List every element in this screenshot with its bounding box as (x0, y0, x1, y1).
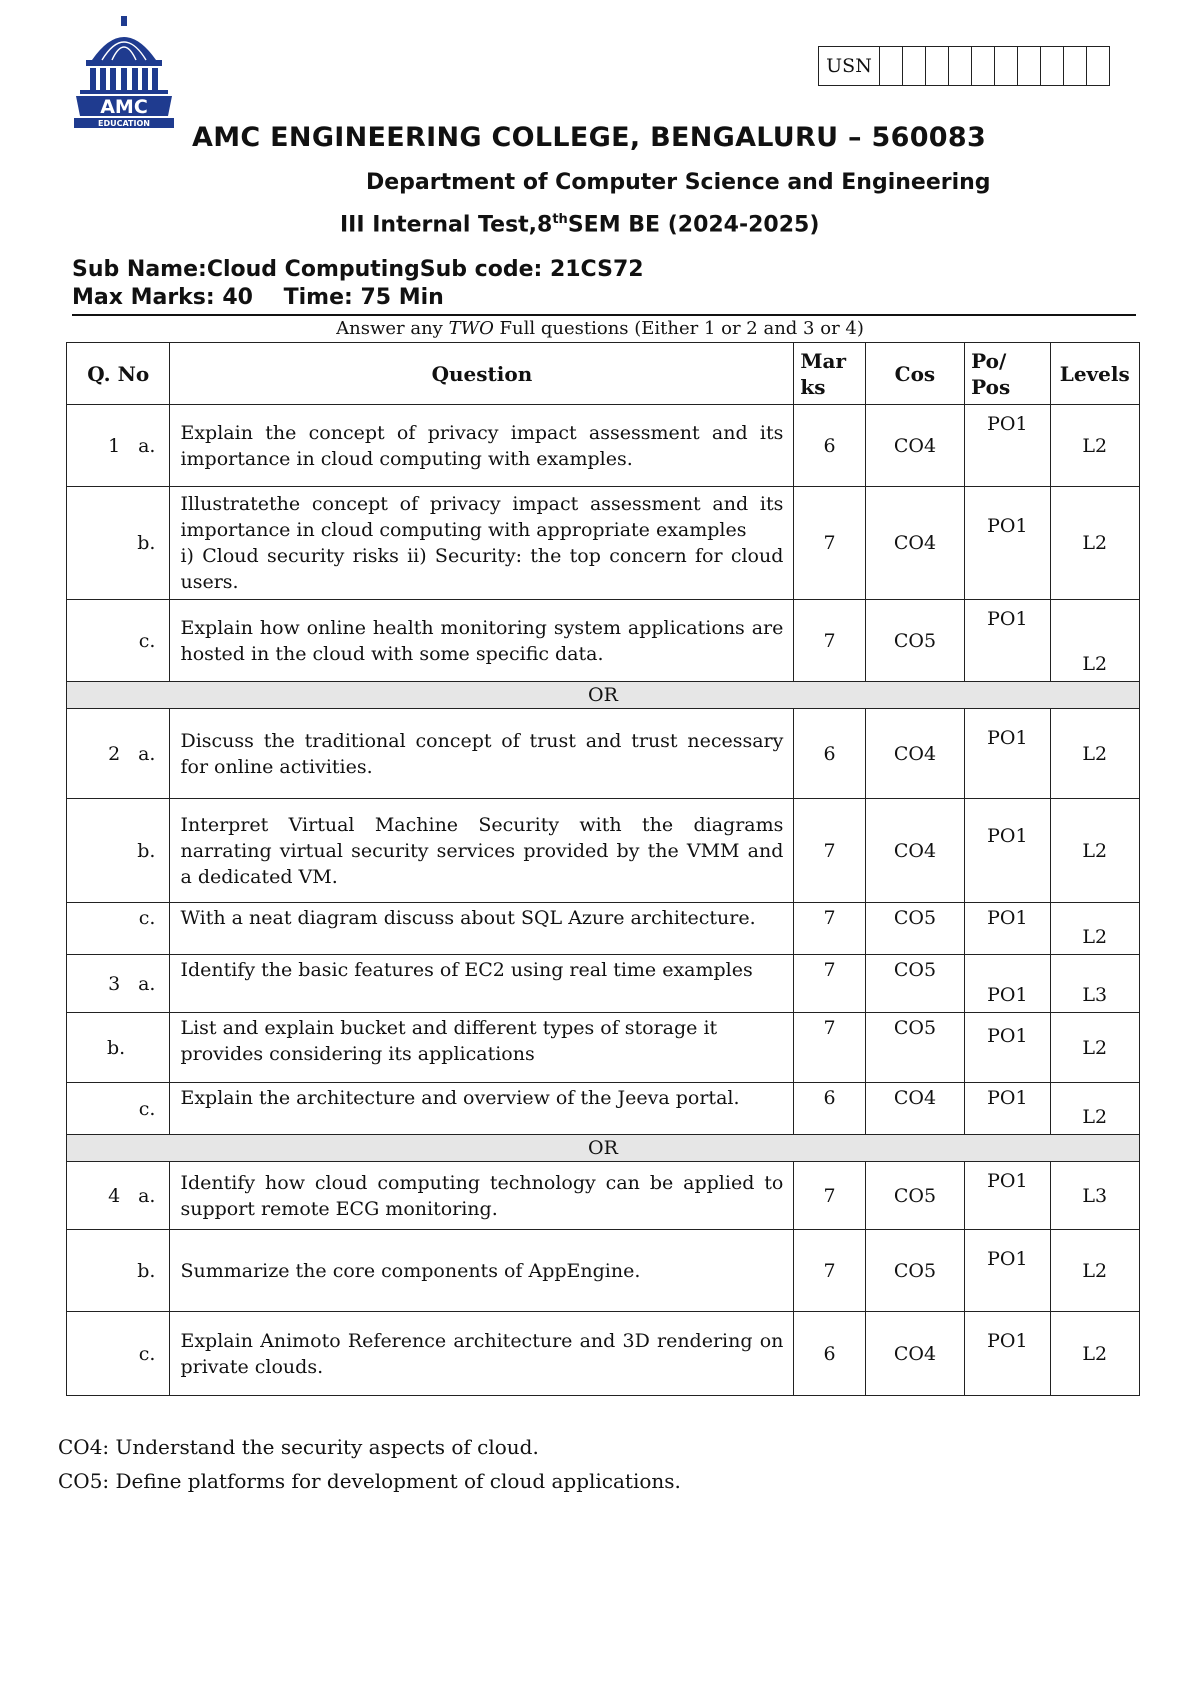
instruction-pre: Answer any (336, 318, 449, 339)
table-row (67, 487, 1140, 600)
question-text (170, 487, 794, 600)
marks-cell: 7 (794, 487, 865, 600)
test-sup: th (552, 212, 568, 227)
usn-box[interactable] (926, 47, 949, 86)
usn-box[interactable] (1087, 47, 1110, 86)
co-cell: CO4 (865, 1312, 964, 1396)
instruction-post: Full questions (Either 1 or 2 and 3 or 4) (493, 318, 864, 339)
table-row (67, 799, 1140, 903)
level-cell: L2 (1050, 903, 1139, 955)
question-number (67, 1083, 170, 1135)
po-cell: PO1 (965, 405, 1050, 487)
question-text: Discuss the traditional concept of trust and trust necessary for online activities. (170, 709, 794, 799)
usn-box[interactable] (903, 47, 926, 86)
co-cell: CO4 (865, 1083, 964, 1135)
header-marks (794, 343, 865, 405)
po-cell: PO1 (965, 799, 1050, 903)
q-part: a. (138, 434, 156, 457)
table-row (67, 955, 1140, 1013)
or-separator-row (67, 682, 1140, 709)
question-text-line: Illustratethe concept of privacy impact assessment and its importance in cloud computing with appropriate examples (180, 493, 784, 541)
q-part: a. (138, 972, 156, 995)
question-text: With a neat diagram discuss about SQL Azure architecture. (170, 903, 794, 955)
header-question: Question (170, 343, 794, 405)
po-cell: PO1 (965, 1312, 1050, 1396)
instructions (0, 318, 1200, 339)
logo-text: AMC (100, 96, 148, 118)
co-cell: CO4 (865, 405, 964, 487)
question-text: Explain Animoto Reference architecture and 3D rendering on private clouds. (170, 1312, 794, 1396)
q-num: 3 (108, 972, 121, 995)
po-cell: PO1 (965, 487, 1050, 600)
question-number (67, 600, 170, 682)
marks-time-line: Max Marks: 40 Time: 75 Min (72, 285, 444, 310)
marks-cell: 7 (794, 1013, 865, 1083)
usn-box[interactable] (880, 47, 903, 86)
question-number (67, 1312, 170, 1396)
po-cell: PO1 (965, 955, 1050, 1013)
usn-box[interactable] (972, 47, 995, 86)
test-suffix: SEM BE (2024-2025) (567, 212, 820, 238)
q-part: b. (137, 532, 156, 554)
level-cell: L2 (1050, 1083, 1139, 1135)
q-num: 1 (108, 434, 121, 457)
co-cell: CO4 (865, 487, 964, 600)
header-po (965, 343, 1050, 405)
table-row (67, 600, 1140, 682)
level-cell: L2 (1050, 487, 1139, 600)
usn-box[interactable] (1041, 47, 1064, 86)
marks-cell: 6 (794, 1312, 865, 1396)
header-divider (72, 314, 1136, 316)
co-cell: CO5 (865, 600, 964, 682)
po-cell: PO1 (965, 1083, 1050, 1135)
table-header-row (67, 343, 1140, 405)
header-cos: Cos (865, 343, 964, 405)
po-cell: PO1 (965, 1162, 1050, 1230)
q-part: b. (107, 1036, 126, 1059)
level-cell: L2 (1050, 405, 1139, 487)
q-part: b. (137, 1259, 156, 1282)
co5-note: CO5: Define platforms for development of cloud applications. (58, 1469, 681, 1493)
level-cell: L2 (1050, 1013, 1139, 1083)
level-cell: L2 (1050, 600, 1139, 682)
q-part: c. (138, 907, 156, 929)
question-number (67, 1162, 170, 1230)
po-cell: PO1 (965, 903, 1050, 955)
level-cell: L3 (1050, 955, 1139, 1013)
or-label: OR (67, 1135, 1140, 1162)
or-separator-row (67, 1135, 1140, 1162)
co-cell: CO4 (865, 799, 964, 903)
usn-boxes (818, 46, 1110, 86)
q-part: a. (138, 1184, 156, 1207)
question-text: Identify the basic features of EC2 using real time examples (170, 955, 794, 1013)
level-cell: L2 (1050, 709, 1139, 799)
usn-box[interactable] (949, 47, 972, 86)
level-cell: L2 (1050, 1230, 1139, 1312)
question-text: List and explain bucket and different types of storage it provides considering its applications (170, 1013, 794, 1083)
q-part: c. (138, 1342, 156, 1365)
logo-subtext: EDUCATION (98, 119, 150, 128)
marks-cell: 7 (794, 600, 865, 682)
marks-cell: 7 (794, 955, 865, 1013)
marks-cell: 7 (794, 799, 865, 903)
header-marks-2: ks (800, 374, 826, 399)
question-text: Explain how online health monitoring system applications are hosted in the cloud with some specific data. (170, 600, 794, 682)
test-prefix: III Internal Test,8 (340, 212, 553, 238)
instruction-emphasis: TWO (448, 318, 494, 339)
co-cell: CO5 (865, 1162, 964, 1230)
question-number (67, 1230, 170, 1312)
question-table (66, 342, 1140, 1396)
question-text-line: i) Cloud security risks ii) Security: the top concern for cloud users. (180, 545, 784, 593)
marks-cell: 6 (794, 1083, 865, 1135)
header-qno: Q. No (67, 343, 170, 405)
q-num: 4 (108, 1184, 121, 1207)
q-part: c. (138, 1097, 156, 1120)
co-cell: CO4 (865, 709, 964, 799)
level-cell: L3 (1050, 1162, 1139, 1230)
subject-line: Sub Name:Cloud ComputingSub code: 21CS72 (72, 257, 644, 282)
header-po-2: Pos (971, 374, 1011, 399)
college-name: AMC ENGINEERING COLLEGE, BENGALURU – 560083 (192, 122, 987, 153)
marks-cell: 7 (794, 1162, 865, 1230)
po-cell: PO1 (965, 600, 1050, 682)
level-cell: L2 (1050, 799, 1139, 903)
q-part: c. (138, 629, 156, 652)
co-cell: CO5 (865, 1230, 964, 1312)
marks-cell: 6 (794, 709, 865, 799)
question-text: Summarize the core components of AppEngine. (170, 1230, 794, 1312)
usn-box[interactable] (995, 47, 1018, 86)
co-cell: CO5 (865, 1013, 964, 1083)
subject-block (72, 256, 644, 312)
question-number (67, 955, 170, 1013)
question-number (67, 487, 170, 600)
table-row (67, 1162, 1140, 1230)
amc-dome-logo-icon (72, 16, 176, 128)
table-row (67, 1013, 1140, 1083)
table-row (67, 1083, 1140, 1135)
table-row (67, 709, 1140, 799)
po-cell: PO1 (965, 1013, 1050, 1083)
q-part: a. (138, 742, 156, 765)
department-name: Department of Computer Science and Engineering (366, 170, 991, 195)
header-levels: Levels (1050, 343, 1139, 405)
table-row (67, 1312, 1140, 1396)
co4-note: CO4: Understand the security aspects of cloud. (58, 1435, 539, 1459)
po-cell: PO1 (965, 709, 1050, 799)
question-number (67, 405, 170, 487)
co-cell: CO5 (865, 955, 964, 1013)
q-num: 2 (108, 742, 121, 765)
question-text: Interpret Virtual Machine Security with the diagrams narrating virtual security services provided by the VMM and a dedicated VM. (170, 799, 794, 903)
question-number (67, 709, 170, 799)
table-row (67, 903, 1140, 955)
question-number (67, 799, 170, 903)
header-marks-1: Mar (800, 348, 847, 373)
marks-cell: 6 (794, 405, 865, 487)
usn-box[interactable] (1018, 47, 1041, 86)
question-text: Explain the architecture and overview of the Jeeva portal. (170, 1083, 794, 1135)
question-number (67, 903, 170, 955)
usn-label: USN (819, 47, 880, 86)
q-part: b. (137, 839, 156, 862)
level-cell: L2 (1050, 1312, 1139, 1396)
marks-cell: 7 (794, 1230, 865, 1312)
table-row (67, 405, 1140, 487)
usn-box[interactable] (1064, 47, 1087, 86)
co-cell: CO5 (865, 903, 964, 955)
po-cell: PO1 (965, 1230, 1050, 1312)
amc-logo (72, 16, 176, 128)
question-text: Explain the concept of privacy impact assessment and its importance in cloud computing with examples. (170, 405, 794, 487)
marks-cell: 7 (794, 903, 865, 955)
table-row (67, 1230, 1140, 1312)
course-outcomes (58, 1430, 681, 1498)
header-po-1: Po/ (971, 348, 1007, 373)
question-text: Identify how cloud computing technology can be applied to support remote ECG monitoring. (170, 1162, 794, 1230)
question-number (67, 1013, 170, 1083)
or-label: OR (67, 682, 1140, 709)
test-title (340, 212, 819, 237)
